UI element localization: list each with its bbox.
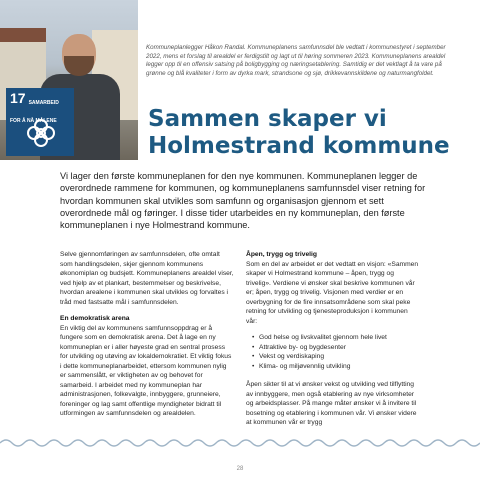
title-line-1: Sammen skaper vi — [148, 106, 387, 132]
right-column — [246, 250, 420, 435]
section-heading-democracy: En demokratisk arena — [60, 315, 130, 323]
list-item: • God helse og livskvalitet gjennom hele livet — [252, 333, 420, 343]
header-photo — [0, 0, 138, 160]
title-line-2: Holmestrand kommune — [148, 133, 450, 160]
focus-area-list — [252, 333, 420, 371]
photo-caption: Kommuneplanlegger Håkon Randal. Kommuneplanens samfunnsdel ble vedtatt i kommunestyret i september 2022, mens et forslag til arealdel er ferdigstilt og lagt ut til høring sommeren 2023. Kommuneplanens arealdel legger opp til en offensiv satsing på boligbygging og næringsetablering. Samtidig er det vektlagt å ta vare på grønne og blå kvaliteter i form av dyrka mark, strandsone og sjø, drikkevannskildene og naturmangfoldet. — [146, 44, 446, 78]
list-item: • Klima- og miljøvennlig utvikling — [252, 362, 420, 372]
list-item: • Vekst og verdiskaping — [252, 352, 420, 362]
page-title — [148, 106, 468, 160]
sdg-label: SAMARBEID FOR Å NÅ MÅLENE — [10, 100, 59, 124]
sdg-goal-sign — [6, 88, 74, 156]
left-paragraph-2: En viktig del av kommunens samfunnsoppdrag er å fungere som en demokratisk arena. Det å lage en ny kommuneplan er i aller høyeste grad en sentral prosess for utvikling og utøving av lokaldemokratiet. Et viktig fokus i dette kommuneplanarbeidet, ettersom kommunen nylig er sammenslått, er viktigheten av og behovet for samarbeid. I arbeidet med ny kommuneplan har administrasjonen, folkevalgte, innbyggere, grunneiere, foreninger og lag samt offentlige myndigheter bidratt til utformingen av samfunnsdelen og arealdelen. — [60, 324, 232, 418]
right-paragraph-2: Åpen sikter til at vi ønsker vekst og utvikling ved tilflytting av innbyggere, men også etablering av nye virksomheter og arbeidsplasser. På mange måter ønsker vi å invitere til bosetning og etablering i kommunen vår. Vi ønsker videre at kommunen vår er trygg — [246, 381, 417, 427]
sdg-number: 17 — [10, 90, 26, 106]
list-item: • Attraktive by- og bygdesenter — [252, 343, 420, 353]
right-paragraph-1: Som en del av arbeidet er det vedtatt en visjon: «Sammen skaper vi Holmestrand kommune – åpen, trygg og trivelig». Verdiene vi ønsker skal beskrive kommunen vår er; åpen, trygg og trivelig. Visjonen med verdier er en overbygning for de fire innsatsområdene som skal peke retning for utvikling og tjenesteproduksjon i kommunen vår: — [246, 260, 419, 325]
page-number: 28 — [236, 466, 244, 472]
left-paragraph-1: Selve gjennomføringen av samfunnsdelen, ofte omtalt som handlingsdelen, skjer gjennom kommunens økonomiplan og budsjett. Kommuneplanens arealdel viser, ved hjelp av et plankart, bestemmelser og beskrivelse, hvordan arealene i kommunen skal utvikles og forvaltes i tråd med fastsatte mål i samfunnsdelen. — [60, 251, 234, 306]
wave-divider-icon — [0, 436, 480, 450]
left-column — [60, 250, 234, 426]
sdg-rings-icon — [24, 116, 58, 150]
lead-paragraph: Vi lager den første kommuneplanen for den nye kommunen. Kommuneplanen legger de overordnede rammene for kommunen, og kommuneplanens samfunnsdel viser retning for hvordan kommunen skal utvikles som samfunn og organisasjon gjennom et sett overordnede mål og føringer. I disse tider utarbeides en ny kommuneplan, den første kommuneplanen i nye Holmestrand kommune. — [60, 171, 426, 231]
section-heading-open-safe: Åpen, trygg og trivelig — [246, 251, 317, 258]
